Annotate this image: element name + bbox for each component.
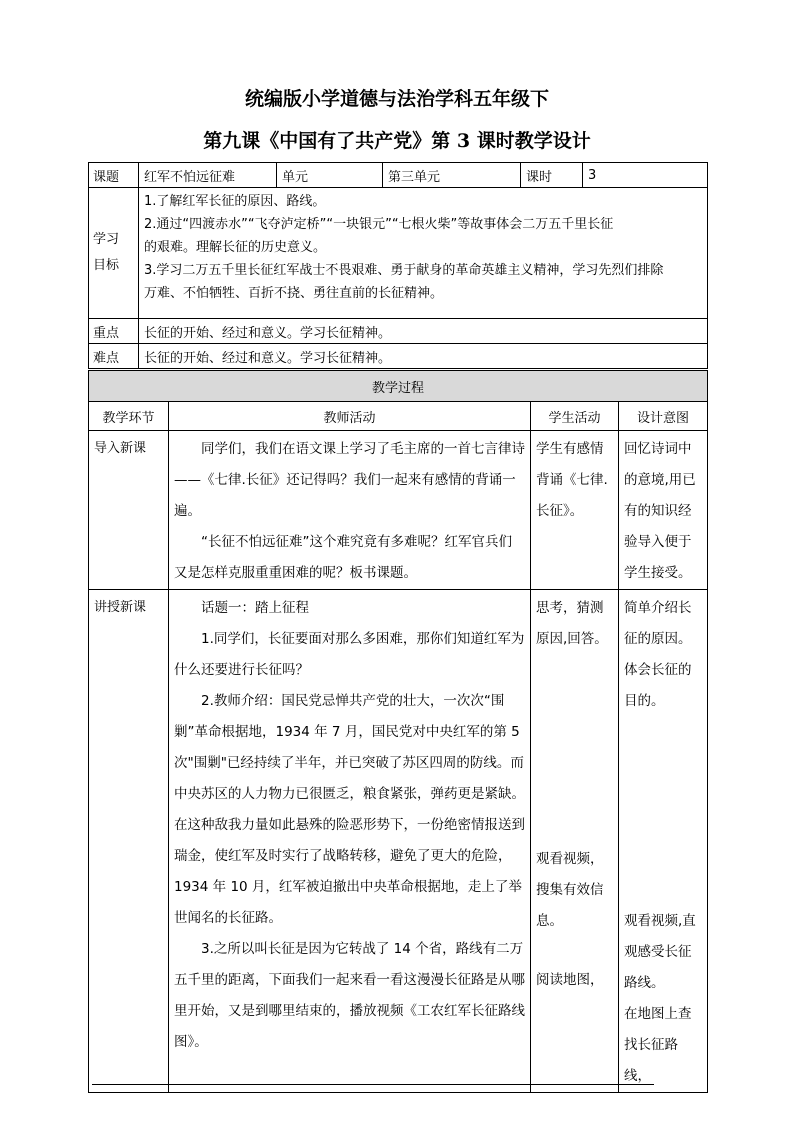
topic-row xyxy=(89,163,708,188)
key-points-row xyxy=(89,319,708,344)
intro-design-intent: 回忆诗词中的意境,用已有的知识经验导入便于学生接受。 xyxy=(619,431,708,590)
lecture-teacher-paragraph: 1.同学们，长征要面对那么多困难，那你们知道红军为什么还要进行长征吗？ xyxy=(174,631,525,678)
goals-label-line2: 目标 xyxy=(93,258,120,273)
process-title: 教学过程 xyxy=(89,371,708,402)
col-header-intent: 设计意图 xyxy=(619,402,708,431)
teaching-process-table xyxy=(88,370,708,1093)
student-activity-2: 观看视频，搜集有效信息。 xyxy=(536,851,604,929)
lecture-student-activity xyxy=(531,590,619,1093)
design-intent-1: 简单介绍长征的原因。体会长征的目的。 xyxy=(624,600,692,709)
intro-teacher-activity xyxy=(169,431,531,590)
design-intent-2: 观看视频,直观感受长征路线。 xyxy=(624,913,696,991)
goal-line: 1.了解红军长征的原因、路线。 xyxy=(144,194,326,209)
lecture-teacher-activity xyxy=(169,590,531,1093)
lecture-teacher-paragraph: 2.教师介绍：国民党忌惮共产党的壮大，一次次“围剿”革命根据地，1934 年 7 月，国民党对中央红军的第 5 次"围剿"已经持续了半年，并已突破了苏区四周的防线。而中央苏区的人力物力已很匮乏，粮食紧张，弹药更是紧缺。在这种敌我力量如此悬殊的险恶形势下，一份绝密情报送到瑞金，使红军及时实行了战略转移，避免了更大的危险，1934 年 10 月，红军被迫撤出中央革命根据地，走上了举世闻名的长征路。 xyxy=(174,693,525,926)
unit-label: 单元 xyxy=(277,163,383,188)
lecture-teacher-paragraph: 3.之所以叫长征是因为它转战了 14 个省，路线有二万五千里的距离，下面我们一起来看一看这漫漫长征路是从哪里开始，又是到哪里结束的，播放视频《工农红军长征路线图》。 xyxy=(174,941,525,1050)
goal-line: 3.学习二万五千里长征红军战士不畏艰难、勇于献身的革命英雄主义精神，学习先烈们排除 xyxy=(144,263,664,278)
col-header-teacher: 教师活动 xyxy=(169,402,531,431)
goals-row xyxy=(89,188,708,319)
lecture-stage: 讲授新课 xyxy=(89,590,169,1093)
lecture-design-intent xyxy=(619,590,708,1093)
goal-line: 2.通过“四渡赤水”“飞夺泸定桥”“一块银元”“七根火柴”等故事体会二万五千里长征 xyxy=(144,217,614,232)
intro-teacher-paragraph: “长征不怕远征难”这个难究竟有多难呢？红军官兵们又是怎样克服重重困难的呢？板书课题。 xyxy=(174,534,512,581)
difficult-points-row xyxy=(89,344,708,369)
intro-row xyxy=(89,431,708,590)
intro-student-activity: 学生有感情背诵《七律.长征》。 xyxy=(531,431,619,590)
student-activity-3: 阅读地图， xyxy=(536,972,604,988)
key-points-value: 长征的开始、经过和意义。学习长征精神。 xyxy=(139,319,708,344)
document-title: 统编版小学道德与法治学科五年级下 xyxy=(244,88,549,110)
key-points-label: 重点 xyxy=(89,319,139,344)
topic-label: 课题 xyxy=(89,163,139,188)
design-intent-3: 在地图上查找长征路线， xyxy=(624,1006,692,1084)
document-subtitle: 第九课《中国有了共产党》第 3 课时教学设计 xyxy=(203,130,591,152)
goals-label-line1: 学习 xyxy=(93,232,120,247)
col-header-stage: 教学环节 xyxy=(89,402,169,431)
process-header-row xyxy=(89,402,708,431)
lecture-teacher-paragraph: 话题一：踏上征程 xyxy=(201,600,309,616)
intro-teacher-paragraph: 同学们，我们在语文课上学习了毛主席的一首七言律诗——《七律.长征》还记得吗？我们一起来有感情的背诵一遍。 xyxy=(174,441,525,519)
difficult-points-value: 长征的开始、经过和意义。学习长征精神。 xyxy=(139,344,708,369)
col-header-student: 学生活动 xyxy=(531,402,619,431)
topic-value: 红军不怕远征难 xyxy=(139,163,277,188)
goal-line: 的艰难。理解长征的历史意义。 xyxy=(144,240,327,255)
lecture-row xyxy=(89,590,708,1093)
difficult-points-label: 难点 xyxy=(89,344,139,369)
footer-divider xyxy=(92,1084,654,1085)
goals-content xyxy=(139,188,708,319)
period-label: 课时 xyxy=(521,163,583,188)
unit-value: 第三单元 xyxy=(383,163,521,188)
goals-label xyxy=(89,188,139,319)
goal-line: 万难、不怕牺牲、百折不挠、勇往直前的长征精神。 xyxy=(144,286,444,301)
intro-stage: 导入新课 xyxy=(89,431,169,590)
lesson-info-table xyxy=(88,162,708,369)
student-activity-1: 思考，猜测原因,回答。 xyxy=(536,600,608,647)
period-value: 3 xyxy=(583,163,708,188)
